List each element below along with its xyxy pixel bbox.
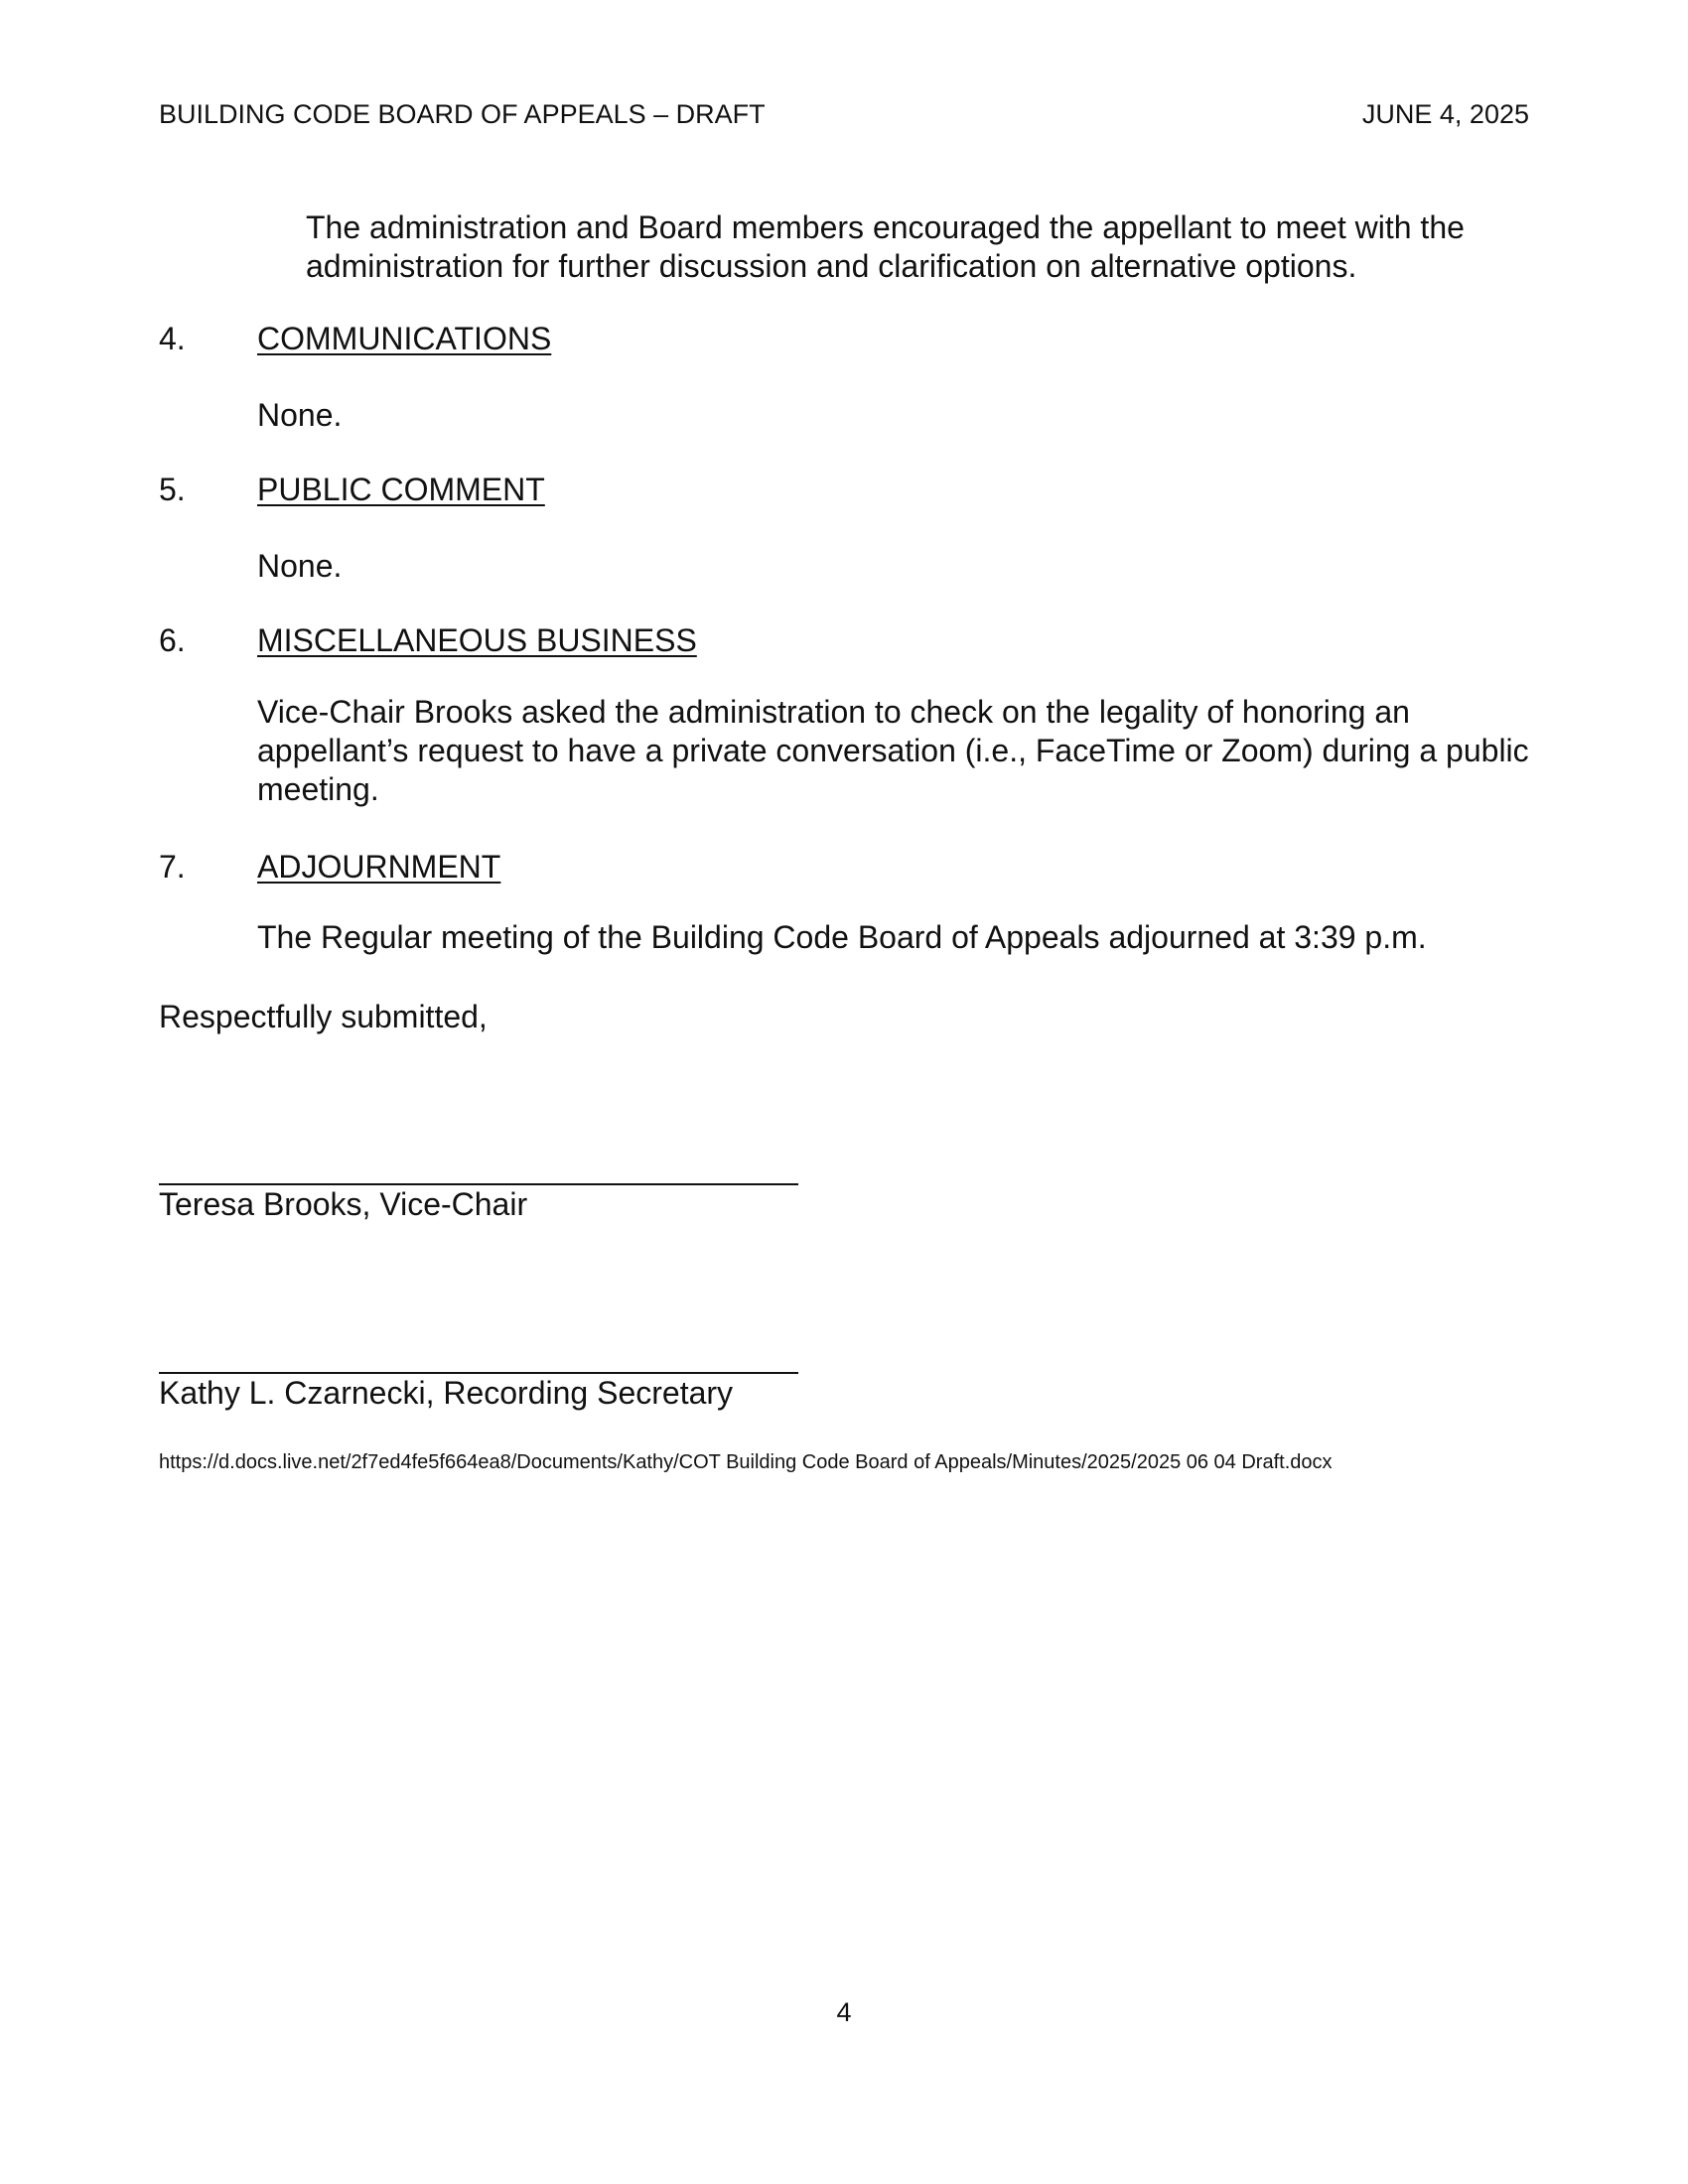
header-title: BUILDING CODE BOARD OF APPEALS – DRAFT (159, 99, 766, 129)
intro-paragraph: The administration and Board members encouraged the appellant to meet with the administration for further discussion and clarification on alternative options. (306, 209, 1465, 284)
signatory-name: Teresa Brooks, Vice-Chair (159, 1186, 528, 1222)
file-path: https://d.docs.live.net/2f7ed4fe5f664ea8/Documents/Kathy/COT Building Code Board of Appeals/Minutes/2025/2025 06 04 Draft.docx (159, 1451, 1333, 1473)
section-body: None. (257, 397, 343, 433)
section-body: Vice-Chair Brooks asked the administration to check on the legality of honoring an appellant’s request to have a private conversation (i.e., FaceTime or Zoom) during a public meeting. (257, 694, 1529, 807)
signature-line (159, 1183, 798, 1185)
section-title: PUBLIC COMMENT (257, 472, 545, 507)
closing-text: Respectfully submitted, (159, 999, 488, 1034)
signature-line (159, 1372, 798, 1374)
section-body: The Regular meeting of the Building Code Board of Appeals adjourned at 3:39 p.m. (257, 919, 1427, 955)
section-body: None. (257, 548, 343, 584)
section-title: MISCELLANEOUS BUSINESS (257, 622, 697, 658)
section-number: 7. (159, 849, 186, 885)
section-title: ADJOURNMENT (257, 849, 501, 885)
section-title: COMMUNICATIONS (257, 321, 552, 356)
page-number: 4 (836, 1997, 852, 2027)
section-number: 4. (159, 321, 186, 356)
section-number: 6. (159, 622, 186, 658)
section-number: 5. (159, 472, 186, 507)
signatory-name: Kathy L. Czarnecki, Recording Secretary (159, 1375, 734, 1411)
header-date: JUNE 4, 2025 (1361, 99, 1529, 129)
